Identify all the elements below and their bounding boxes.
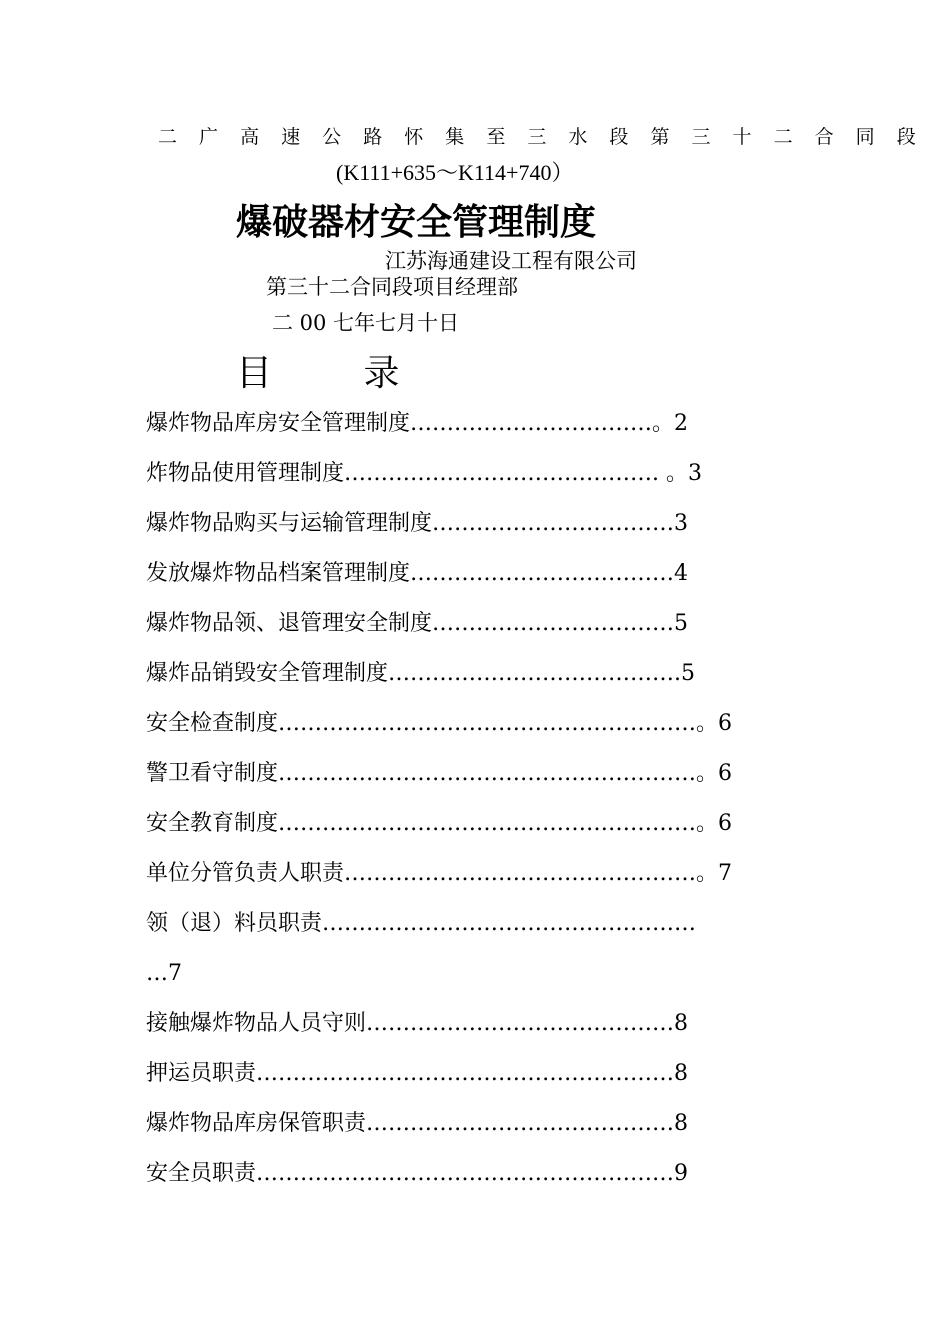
document-title: 爆破器材安全管理制度 xyxy=(236,202,597,243)
toc-item[interactable]: 领（退）料员职责…………………………………………… xyxy=(146,911,697,936)
toc-item[interactable]: 发放爆炸物品档案管理制度………………………………4 xyxy=(146,561,688,586)
toc-item[interactable]: 安全教育制度…………………………………………………。6 xyxy=(146,811,732,836)
toc-item[interactable]: 炸物品使用管理制度……………………………………. 。3 xyxy=(146,461,702,486)
toc-item[interactable]: 安全员职责…………………………………………………9 xyxy=(146,1161,688,1186)
toc-item[interactable]: 押运员职责…………………………………………………8 xyxy=(146,1061,688,1086)
table-of-contents xyxy=(146,407,806,1207)
toc-item[interactable]: 爆炸物品领、退管理安全制度……………………………5 xyxy=(146,611,688,636)
company-name: 江苏海通建设工程有限公司 xyxy=(385,249,637,273)
toc-item[interactable]: 警卫看守制度…………………………………………………。6 xyxy=(146,761,732,786)
toc-heading: 目 录 xyxy=(236,353,440,394)
toc-item[interactable]: 爆炸品销毁安全管理制度………………………………….5 xyxy=(146,661,695,686)
project-name-heading: 二 广 高 速 公 路 怀 集 至 三 水 段 第 三 十 二 合 同 段 xyxy=(158,126,924,148)
toc-item[interactable]: 爆炸物品库房安全管理制度……………………………。2 xyxy=(146,411,688,436)
toc-item[interactable]: 爆炸物品库房保管职责……………………………………8 xyxy=(146,1111,688,1136)
document-date: 二 00 七年七月十日 xyxy=(272,311,460,335)
toc-item[interactable]: 安全检查制度…………………………………………………。6 xyxy=(146,711,732,736)
toc-item[interactable]: 爆炸物品购买与运输管理制度……………………………3 xyxy=(146,511,688,536)
toc-item-continuation[interactable]: …7 xyxy=(146,961,182,986)
department-name: 第三十二合同段项目经理部 xyxy=(266,275,518,299)
chainage-range: (K111+635～K114+740） xyxy=(336,160,574,185)
toc-item[interactable]: 接触爆炸物品人员守则……………………………………8 xyxy=(146,1011,688,1036)
toc-item[interactable]: 单位分管负责人职责…………………………………………。7 xyxy=(146,861,732,886)
